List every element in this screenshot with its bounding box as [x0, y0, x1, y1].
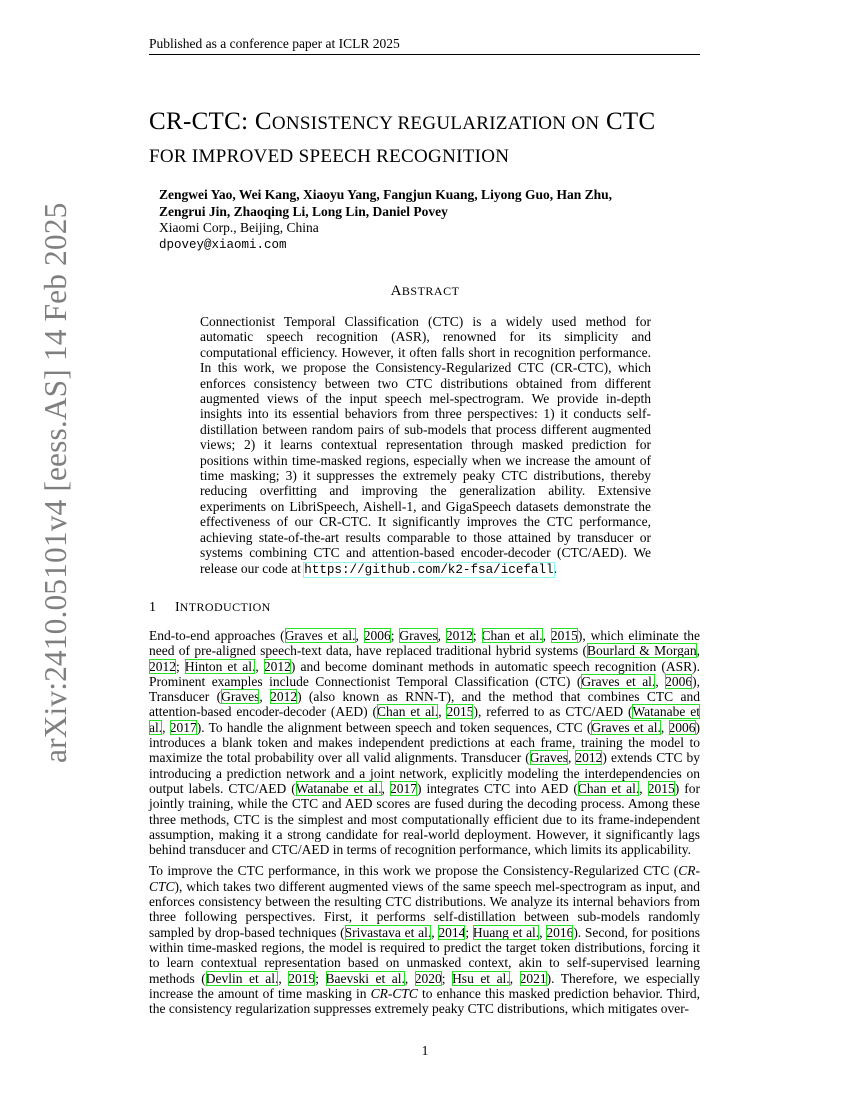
citation-link[interactable]: 2012 — [263, 658, 291, 674]
arxiv-id: arXiv:2410.05101v4 [eess.AS] 14 Feb 2025 — [38, 202, 73, 763]
citation-link[interactable]: Devlin et al. — [205, 970, 279, 986]
author-names-line-2: Zengrui Jin, Zhaoqing Li, Long Lin, Daniel Povey — [159, 203, 448, 219]
citation-link[interactable]: 2015 — [550, 628, 578, 643]
paper-title: CR-CTC: CONSISTENCY REGULARIZATION ON CTC FOR IMPROVED SPEECH RECOGNITION — [149, 108, 656, 167]
section-heading-introduction: 1 INTRODUCTION — [149, 600, 271, 615]
email: dpovey@xiaomi.com — [159, 237, 287, 252]
citation-link[interactable]: Baevski et al. — [325, 970, 405, 986]
citation-link[interactable]: 2012 — [575, 750, 603, 766]
citation-link[interactable]: Srivastava et al. — [344, 924, 432, 940]
citation-link[interactable]: Watanabe et al. — [295, 780, 382, 796]
citation-link[interactable]: 2017 — [169, 719, 197, 735]
intro-paragraph-1: End-to-end approaches (Graves et al., 2006; Graves, 2012; Chan et al., 2015), which eliminate the need of pre-aligned speech-text data, have replaced traditional hybrid systems (Bourlard & Morgan, 2012; Hinton et al., 2012) and become dominant methods in automatic speech recognition (ASR). Prominent examples include Connectionist Temporal Classification (CTC) (Graves et al., 2006), Transducer (Graves, 2012) (also known as RNN-T), and the method that combines CTC and attention-based encoder-decoder (AED) (Chan et al., 2015), referred to as CTC/AED (Watanabe et al., 2017). To handle the alignment between speech and token sequences, CTC (Graves et al., 2006) introduces a blank token and makes independent predictions at each frame, training the model to maximize the total probability over all valid alignments. Transducer (Graves, 2012) extends CTC by introducing a prediction network and a joint network, explicitly modeling the interdependencies on output labels. CTC/AED (Watanabe et al., 2017) integrates CTC into AED (Chan et al., 2015) for jointly training, while the CTC and AED scores are fused during the decoding process. Among these three methods, CTC is the simplest and most computationally efficient due to its frame-independent assumption, making it a strong candidate for real-world deployment. However, it significantly lags behind transducer and CTC/AED in terms of recognition performance, which limits its applicability. — [149, 628, 701, 858]
citation-link[interactable]: 2021 — [519, 970, 547, 986]
citation-link[interactable]: 2019 — [288, 970, 316, 986]
introduction-body — [149, 628, 700, 1022]
citation-link[interactable]: Graves — [529, 750, 569, 766]
author-block — [159, 187, 679, 253]
affiliation: Xiaomi Corp., Beijing, China — [159, 220, 319, 235]
abstract-heading: ABSTRACT — [390, 283, 460, 299]
citation-link[interactable]: 2006 — [363, 628, 391, 643]
page-number: 1 — [421, 1043, 429, 1058]
citation-link[interactable]: Watanabe et al. — [149, 704, 700, 735]
citation-link[interactable]: 2016 — [546, 924, 574, 940]
citation-link[interactable]: Graves et al. — [591, 719, 661, 735]
citation-link[interactable]: 2014 — [438, 924, 466, 940]
intro-paragraph-2: To improve the CTC performance, in this work we propose the Consistency-Regularized CTC (CR-CTC), which takes two different augmented views of the same speech mel-spectrogram as input, and enforces consistency between the resulting CTC distributions. We analyze its internal behaviors from three following perspectives. First, it performs self-distillation between sub-models randomly sampled by drop-based techniques (Srivastava et al., 2014; Huang et al., 2016). Second, for positions within time-masked regions, the model is required to predict the target token distributions, forcing it to learn contextual representation based on unmasked context, akin to self-supervised learning methods (Devlin et al., 2019; Baevski et al., 2020; Hsu et al., 2021). Therefore, we especially increase the amount of time masking in CR-CTC to enhance this masked prediction behavior. Third, the consistency regularization suppresses extremely peaky CTC distributions, which mitigates over- — [149, 863, 701, 1017]
citation-link[interactable]: 2012 — [445, 628, 473, 643]
citation-link[interactable]: 2006 — [668, 719, 696, 735]
running-header: Published as a conference paper at ICLR 2025 — [149, 36, 700, 55]
citation-link[interactable]: Chan et al. — [481, 628, 543, 643]
citation-link[interactable]: 2006 — [665, 673, 693, 689]
citation-link[interactable]: Graves — [221, 689, 260, 705]
citation-link[interactable]: Chan et al. — [377, 704, 439, 720]
citation-link[interactable]: 2012 — [149, 658, 176, 674]
abstract-text: Connectionist Temporal Classification (CTC) is a widely used method for automatic speech recognition (ASR), renowned for its simplicity and computational efficiency. However, it often falls short in recognition performance. In this work, we propose the Consistency-Regularized CTC (CR-CTC), which enforces consistency between two CTC distributions obtained from different augmented views of the input speech mel-spectrogram. We provide in-depth insights into its essential behaviors from three perspectives: 1) it conducts self-distillation between random pairs of sub-models that process different augmented views; 2) it learns contextual representation through masked prediction for positions within time-masked regions, especially when we increase the amount of time masking; 3) it suppresses the extremely peaky CTC distributions, thereby reducing overfitting and improving the generalization ability. Extensive experiments on LibriSpeech, Aishell-1, and GigaSpeech datasets demonstrate the effectiveness of our CR-CTC. It significantly improves the CTC performance, achieving state-of-the-art results comparable to those attained by transducer or systems combining CTC and attention-based encoder-decoder (CTC/AED). We release our code at https://github.com/k2-fsa/icefall. — [200, 314, 651, 577]
author-names-line-1: Zengwei Yao, Wei Kang, Xiaoyu Yang, Fangjun Kuang, Liyong Guo, Han Zhu, — [159, 187, 612, 202]
citation-link[interactable]: Hinton et al. — [184, 658, 256, 674]
citation-link[interactable]: Huang et al. — [472, 924, 540, 940]
citation-link[interactable]: 2017 — [389, 780, 417, 796]
citation-link[interactable]: Graves et al. — [284, 628, 356, 643]
citation-link[interactable]: Chan et al. — [577, 780, 640, 796]
citation-link[interactable]: 2020 — [414, 970, 442, 986]
citation-link[interactable]: 2012 — [270, 689, 298, 705]
code-link[interactable]: https://github.com/k2-fsa/icefall — [304, 562, 554, 577]
citation-link[interactable]: Hsu et al. — [452, 970, 510, 986]
citation-link[interactable]: 2015 — [446, 704, 474, 720]
citation-link[interactable]: Graves et al. — [581, 673, 656, 689]
citation-link[interactable]: 2015 — [647, 780, 675, 796]
citation-link[interactable]: Graves — [399, 628, 438, 643]
citation-link[interactable]: Bourlard & Morgan — [586, 643, 697, 659]
